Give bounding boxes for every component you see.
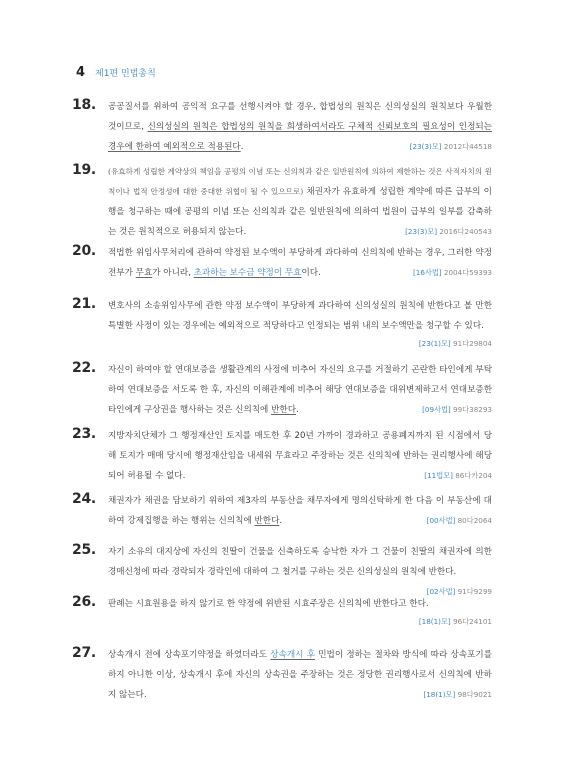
case-reference: [16사법] 2004다59393 [412,268,492,277]
question-number: 22. [72,360,96,376]
running-header [76,65,156,80]
question-number: 23. [72,426,96,442]
case-reference: [18(1)모] 96다24101 [418,617,492,626]
question-number: 24. [72,491,96,507]
section-label: 제1편 민법총칙 [95,69,156,79]
question-text: 지방자치단체가 그 행정재산인 토지를 매도한 후 20년 가까이 경과하고 공용폐지까지 된 시점에서 당해 토지가 매매 당시에 행정재산임을 내세워 무효라고 주장하는 것은 신의칙에 반하는 권리행사에 해당되어 허용될 수 없다. [11법모] 86다카204 [108,426,492,486]
question-number: 26. [72,594,96,610]
question-text: 자신이 하여야 할 연대보증을 생활관계의 사정에 비추어 자신의 요구를 거절하기 곤란한 타인에게 부탁하여 연대보증을 서도록 한 후, 자신의 이해관계에 비추어 해당 연대보증을 대위변제하고서 연대보증한 타인에게 구상권을 행사하는 것은 신의칙에 반한다. [09사법] 99다38293 [108,360,492,420]
question-item [72,491,492,531]
question-item [72,162,492,242]
question-number: 27. [72,645,96,661]
question-item [72,426,492,486]
case-reference: [09사법] 99다38293 [422,405,492,414]
question-text: 판례는 시효원용을 하지 않기로 한 약정에 위반된 시효주장은 신의칙에 반한다고 한다. [18(1)모] 96다24101 [108,594,492,630]
question-number: 20. [72,243,96,259]
question-text: 적법한 위임사무처리에 관하여 약정된 보수액이 부당하게 과다하여 신의칙에 반하는 경우, 그러한 약정 전부가 무효가 아니라, 초과하는 보수금 약정이 무효이다. [16사법] 2004다59393 [108,243,492,283]
question-item [72,594,492,630]
page-number: 4 [76,65,86,80]
question-item [72,296,492,352]
question-text: 상속개시 전에 상속포기약정을 하였더라도 상속개시 후 민법이 정하는 절차와 방식에 따라 상속포기를 하지 아니한 이상, 상속개시 후에 자신의 상속권을 주장하는 것은 정당한 권리행사로서 신의칙에 반하지 않는다. [18(1)모] 98다9021 [108,645,492,705]
case-reference: [23(3)모] 2012다44518 [409,142,492,151]
case-reference: [02사법] 91다9299 [426,587,492,596]
case-reference: [00사법] 80다2064 [426,516,492,525]
question-text: (유효하게 성립한 계약상의 책임을 공평의 이념 또는 신의칙과 같은 일반원칙에 의하여 제한하는 것은 사적자치의 원칙이나 법적 안정성에 대한 중대한 위협이 될 수 있으므로) 채권자가 유효하게 성립한 계약에 따른 급부의 이행을 청구하는 때에 공평의 이념 또는 신의칙과 같은 일반원칙에 의하여 법원이 급부의 일부를 감축하는 것은 원칙적으로 허용되지 않는다. [23(3)모] 2016다240543 [108,162,492,242]
question-text: 채권자가 채권을 담보하기 위하여 제3자의 부동산을 채무자에게 명의신탁하게 한 다음 이 부동산에 대하여 강제집행을 하는 행위는 신의칙에 반한다. [00사법] 80다2064 [108,491,492,531]
case-reference: [11법모] 86다카204 [424,471,492,480]
case-reference: [23(1)모] 91다29804 [418,339,492,348]
question-number: 19. [72,162,96,178]
question-item [72,97,492,157]
question-number: 25. [72,542,96,558]
question-item [72,542,492,602]
case-reference: [18(1)모] 98다9021 [423,690,492,699]
question-text: 자기 소유의 대지상에 자신의 친딸이 건물을 신축하도록 승낙한 자가 그 건물이 친딸의 채권자에 의한 경매신청에 따라 경락되자 경락인에 대하여 그 철거를 구하는 것은 신의성실의 원칙에 반한다. [02사법] 91다9299 [108,542,492,582]
question-item [72,645,492,705]
question-text: 공공질서를 위하여 공익적 요구를 선행시켜야 할 경우, 합법성의 원칙은 신의성실의 원칙보다 우월한 것이므로, 신의성실의 원칙은 합법성의 원칙을 희생하여서라도 구체적 신뢰보호의 필요성이 인정되는 경우에 한하여 예외적으로 적용된다. [23(3)모] 2012다44518 [108,97,492,157]
case-reference: [23(3)모] 2016다240543 [405,227,492,236]
question-item [72,360,492,420]
question-item [72,243,492,283]
question-text: 변호사의 소송위임사무에 관한 약정 보수액이 부당하게 과다하여 신의성실의 원칙에 반한다고 볼 만한 특별한 사정이 있는 경우에는 예외적으로 적당하다고 인정되는 범위 내의 보수액만을 청구할 수 있다. [23(1)모] 91다29804 [108,296,492,352]
question-number: 21. [72,296,96,312]
question-number: 18. [72,97,96,113]
